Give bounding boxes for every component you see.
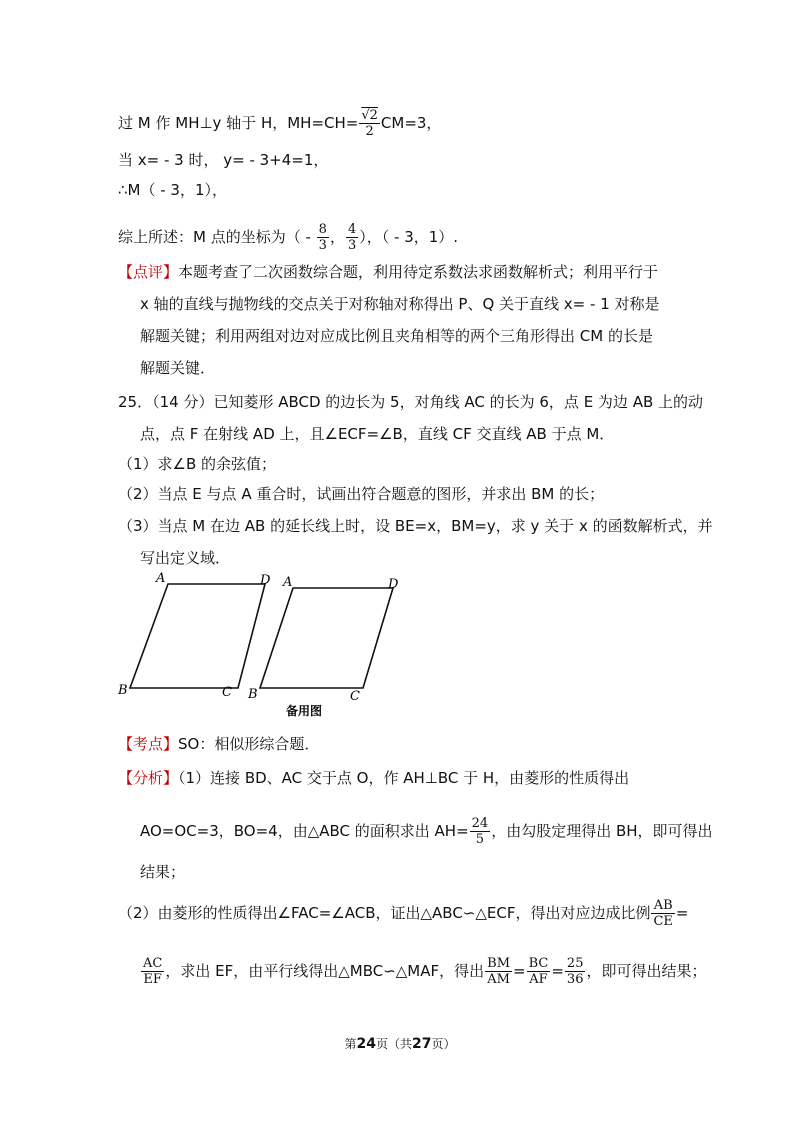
text-line: 结果； xyxy=(140,863,186,881)
rhombus-2 xyxy=(260,588,393,688)
text: ），（ ‑ 3，1）. xyxy=(359,228,459,246)
text: 第 xyxy=(344,1037,357,1051)
analysis-tag: 【分析】 xyxy=(118,769,179,787)
fraction-denominator: 3 xyxy=(318,238,327,253)
text: （1）连接 BD、AC 交于点 O，作 AH⊥BC 于 H，由菱形的性质得出 xyxy=(178,769,630,787)
fraction xyxy=(317,222,329,253)
text: 过 M 作 MH⊥y 轴于 H，MH=CH= xyxy=(118,114,359,132)
fraction xyxy=(565,956,586,987)
text-line: ∴M（ ‑ 3，1）， xyxy=(118,181,228,199)
fraction xyxy=(651,898,674,929)
text-line xyxy=(118,222,458,253)
fraction xyxy=(485,956,512,987)
text: ，即可得出结果； xyxy=(586,962,707,980)
fraction-numerator: AB xyxy=(651,898,674,914)
fraction-numerator: √2 xyxy=(361,108,378,123)
text: 页（共 xyxy=(375,1037,412,1051)
rhombus-1 xyxy=(130,584,265,688)
text-line: 解题关键． xyxy=(140,359,216,377)
text-line xyxy=(118,898,689,929)
text-line xyxy=(118,108,441,139)
vertex-label: A xyxy=(156,571,166,586)
fraction xyxy=(470,816,491,847)
fraction-numerator: 25 xyxy=(566,956,584,971)
fraction-numerator: 24 xyxy=(471,816,489,831)
fraction-numerator: 8 xyxy=(318,222,327,237)
comment-tag: 【点评】 xyxy=(118,263,179,281)
sub-question: （3）当点 M 在边 AB 的延长线上时，设 BE=x，BM=y，求 y 关于 x 的函数解析式，并 xyxy=(118,517,713,535)
text: = xyxy=(513,962,526,980)
text: ， xyxy=(329,228,345,246)
test-point-tag: 【考点】 xyxy=(118,735,179,753)
fraction-numerator: BM xyxy=(487,956,511,971)
fraction-denominator: 36 xyxy=(566,972,584,987)
text: ，由勾股定理得出 BH，即可得出 xyxy=(491,822,713,840)
fraction xyxy=(346,222,358,253)
text: ，求出 EF，由平行线得出△MBC∽△MAF，得出 xyxy=(165,962,485,980)
vertex-label: A xyxy=(283,575,293,590)
fraction-denominator: 5 xyxy=(475,832,485,847)
analysis-line xyxy=(118,768,629,788)
figure-caption: 备用图 xyxy=(286,704,323,718)
text: 综上所述：M 点的坐标为（ ‑ xyxy=(118,228,316,246)
total-pages: 27 xyxy=(412,1036,432,1052)
fraction-denominator: EF xyxy=(143,972,162,987)
text-line xyxy=(140,816,713,847)
vertex-label: D xyxy=(260,573,271,588)
fraction-numerator: AC xyxy=(143,956,163,971)
text-line: 当 x= ‑ 3 时， y= ‑ 3+4=1， xyxy=(118,151,329,169)
text: = xyxy=(551,962,564,980)
fraction xyxy=(359,108,380,139)
text: CM=3， xyxy=(380,114,442,132)
text-line: x 轴的直线与抛物线的交点关于对称轴对称得出 P、Q 关于直线 x= ‑ 1 对称是 xyxy=(140,295,660,313)
text: 本题考查了二次函数综合题，利用待定系数法求函数解析式；利用平行于 xyxy=(178,263,659,281)
page-number: 24 xyxy=(356,1036,376,1052)
vertex-label: B xyxy=(118,683,128,698)
comment-line xyxy=(118,262,658,282)
text-line: 写出定义域． xyxy=(140,549,231,567)
text-line xyxy=(140,956,706,987)
text-line: 解题关键；利用两组对边对应成比例且夹角相等的两个三角形得出 CM 的长是 xyxy=(140,327,653,345)
text: AO=OC=3，BO=4，由△ABC 的面积求出 AH= xyxy=(140,822,469,840)
fraction-denominator: AM xyxy=(487,972,510,987)
vertex-label: B xyxy=(248,687,258,702)
fraction xyxy=(141,956,164,987)
fraction-numerator: BC xyxy=(528,956,549,971)
fraction-denominator: AF xyxy=(529,972,548,987)
text: （2）由菱形的性质得出∠FAC=∠ACB，证出△ABC∽△ECF，得出对应边成比例 xyxy=(118,904,651,922)
vertex-label: C xyxy=(222,685,232,700)
fraction-denominator: 3 xyxy=(347,238,357,253)
vertex-label: C xyxy=(350,689,360,704)
text-line: 点，点 F 在射线 AD 上，且∠ECF=∠B，直线 CF 交直线 AB 于点 M． xyxy=(140,425,615,443)
vertex-label: D xyxy=(388,577,399,592)
fraction-denominator: CE xyxy=(653,914,673,929)
text: SO：相似形综合题． xyxy=(178,735,320,753)
sub-question: （2）当点 E 与点 A 重合时，试画出符合题意的图形，并求出 BM 的长； xyxy=(118,485,605,503)
question-line: 25．（14 分）已知菱形 ABCD 的边长为 5，对角线 AC 的长为 6，点 E 为边 AB 上的动 xyxy=(118,393,704,411)
text: 页） xyxy=(431,1037,456,1051)
sub-question: （1）求∠B 的余弦值； xyxy=(118,455,277,473)
fraction-denominator: 2 xyxy=(365,124,374,139)
page-footer xyxy=(0,1035,800,1052)
test-point-line xyxy=(118,734,319,754)
rhombus-figure xyxy=(110,568,430,718)
text: = xyxy=(675,904,689,922)
fraction-numerator: 4 xyxy=(347,222,357,237)
fraction xyxy=(527,956,551,987)
